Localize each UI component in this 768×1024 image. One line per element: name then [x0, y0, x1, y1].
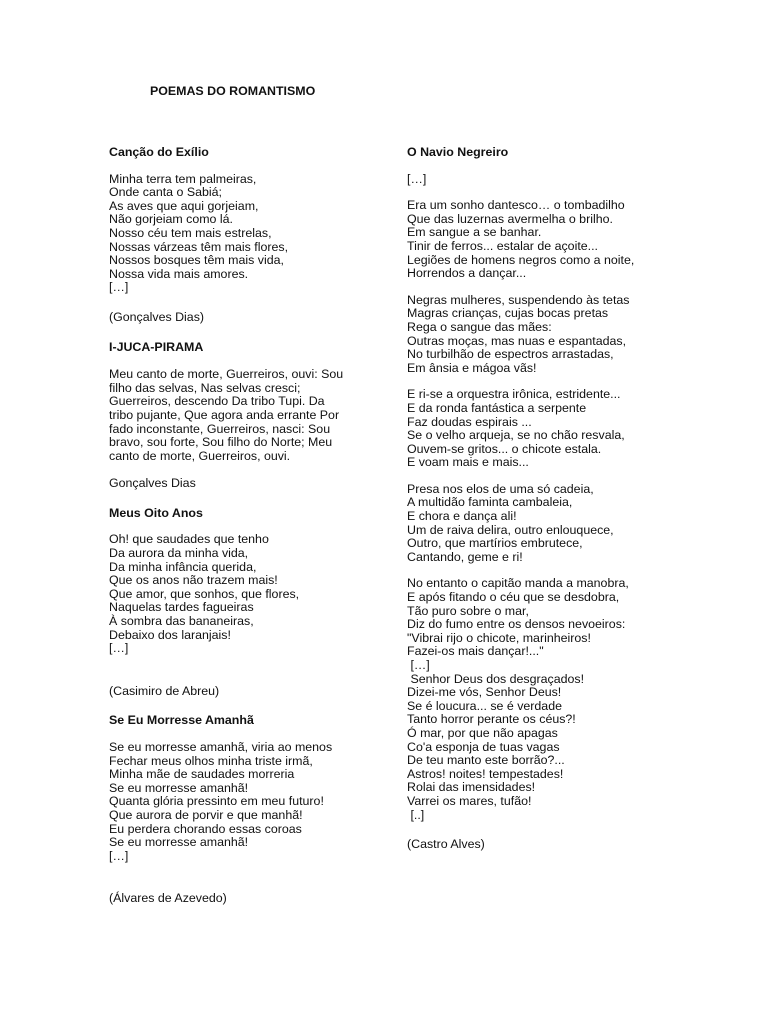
poem-line: Meu canto de morte, Guerreiros, ouvi: Sou [109, 367, 344, 382]
poem-line: Fechar meus olhos minha triste irmã, [109, 753, 313, 768]
poem-line: De teu manto este borrão?... [407, 753, 565, 768]
poem-line: Nossa vida mais amores. [109, 266, 249, 281]
poem-line: Da minha infância querida, [109, 559, 257, 574]
poem-ellipsis: […] [407, 171, 427, 186]
poem-line: Horrendos a dançar... [407, 266, 527, 281]
poem-line: Diz do fumo entre os densos nevoeiros: [407, 617, 626, 632]
poem-line: Senhor Deus dos desgraçados! [407, 671, 585, 686]
poem-lines [109, 173, 369, 295]
poem-line: Oh! que saudades que tenho [109, 532, 269, 547]
poem-line: Debaixo dos laranjais! [109, 627, 231, 642]
document-title: POEMAS DO ROMANTISMO [150, 84, 316, 98]
right-column [407, 146, 682, 852]
poem-line: Que aurora de porvir e que manhã! [109, 807, 303, 822]
poem-lines [109, 368, 369, 463]
poem-line: Que amor, que sonhos, que flores, [109, 586, 300, 601]
poem-line: Se eu morresse amanhã, viria ao menos [109, 740, 333, 754]
poem-line: As aves que aqui gorjeiam, [109, 198, 259, 213]
poem-title: Meus Oito Anos [109, 505, 203, 520]
poem-lines [109, 533, 369, 655]
poem-line: Que os anos não trazem mais! [109, 573, 278, 588]
poem-stanza [407, 199, 682, 281]
poem-line: […] [109, 641, 129, 656]
poem-line: Nossas várzeas têm mais flores, [109, 239, 289, 254]
poem-line: Se é loucura... se é verdade [407, 698, 562, 713]
poem-line: Outro, que martírios embrutece, [407, 536, 583, 551]
poem-line: Tanto horror perante os céus?! [407, 712, 576, 727]
poem-cancao-do-exilio [109, 146, 369, 325]
poem-line: Eu perdera chorando essas coroas [109, 821, 302, 836]
poem-author: (Álvares de Azevedo) [109, 891, 227, 906]
poem-line: No turbilhão de espectros arrastadas, [407, 347, 614, 362]
poem-line: Legiões de homens negros como a noite, [407, 252, 635, 267]
poem-title: Canção do Exílio [109, 145, 209, 159]
poem-line: bravo, sou forte, Sou filho do Norte; Meu [109, 435, 333, 450]
poem-line: filho das selvas, Nas selvas cresci; [109, 380, 301, 395]
poem-line: Nossos bosques têm mais vida, [109, 253, 284, 268]
poem-line: E após fitando o céu que se desdobra, [407, 590, 620, 605]
poem-line: Tinir de ferros... estalar de açoite... [407, 238, 598, 253]
poem-line: Em sangue a se banhar. [407, 225, 542, 240]
poem-line: E chora e dança ali! [407, 509, 517, 524]
poem-line: Fazei-os mais dançar!..." [407, 644, 544, 659]
poem-line: Cantando, geme e ri! [407, 549, 523, 564]
poem-author: (Casimiro de Abreu) [109, 683, 220, 698]
poem-line: Que das luzernas avermelha o brilho. [407, 211, 613, 226]
poem-line: E ri-se a orquestra irônica, estridente... [407, 387, 621, 402]
poem-line: tribo pujante, Que agora anda errante Por [109, 407, 340, 422]
poem-line: Se eu morresse amanhã! [109, 835, 249, 850]
poem-line: Onde canta o Sabiá; [109, 185, 222, 200]
poem-lines [109, 741, 369, 863]
poem-line: […] [109, 280, 129, 295]
poem-line: Minha terra tem palmeiras, [109, 171, 257, 186]
left-column [109, 146, 369, 906]
poem-stanza [407, 483, 682, 565]
poem-line: Naquelas tardes fagueiras [109, 600, 254, 615]
poem-title: O Navio Negreiro [407, 145, 509, 159]
poem-line: E voam mais e mais... [407, 455, 529, 470]
poem-title: I-JUCA-PIRAMA [109, 339, 204, 354]
poem-line: Ó mar, por que não apagas [407, 725, 558, 740]
poem-author: Gonçalves Dias [109, 476, 196, 491]
poem-i-juca-pirama [109, 341, 369, 491]
poem-line: Ouvem-se gritos... o chicote estala. [407, 441, 602, 456]
poem-line: Se o velho arqueja, se no chão resvala, [407, 428, 625, 443]
poem-meus-oito-anos [109, 507, 369, 699]
poem-line: Quanta glória pressinto em meu futuro! [109, 794, 324, 809]
poem-line: […] [109, 848, 129, 863]
poem-line: Varrei os mares, tufão! [407, 793, 532, 808]
poem-line: Negras mulheres, suspendendo às tetas [407, 292, 630, 307]
poem-author: (Castro Alves) [407, 837, 485, 852]
poem-line: A multidão faminta cambaleia, [407, 495, 573, 510]
poem-line: Presa nos elos de uma só cadeia, [407, 481, 594, 496]
poem-stanza [407, 294, 682, 376]
poem-line: Da aurora da minha vida, [109, 546, 249, 561]
poem-line: Se eu morresse amanhã! [109, 780, 249, 795]
poem-author: (Gonçalves Dias) [109, 309, 205, 324]
poem-title: Se Eu Morresse Amanhã [109, 713, 254, 728]
poem-line: fado inconstante, Guerreiros, nasci: Sou [109, 421, 331, 436]
poem-line: Era um sonho dantesco… o tombadilho [407, 198, 625, 213]
poem-line: canto de morte, Guerreiros, ouvi. [109, 448, 291, 463]
poem-line: "Vibrai rijo o chicote, marinheiros! [407, 630, 591, 645]
poem-line: Rega o sangue das mães: [407, 319, 552, 334]
poem-line: Rolai das imensidades! [407, 780, 536, 795]
poem-line: Em ânsia e mágoa vãs! [407, 360, 537, 375]
poem-line: Nosso céu tem mais estrelas, [109, 225, 272, 240]
poem-stanza [407, 388, 682, 470]
poem-line: Outras moças, mas nuas e espantadas, [407, 333, 627, 348]
poem-line: Astros! noites! tempestades! [407, 766, 564, 781]
poem-line: À sombra das bananeiras, [109, 614, 254, 629]
poem-line: Tão puro sobre o mar, [407, 603, 529, 618]
poem-line: Um de raiva delira, outro enlouquece, [407, 522, 614, 537]
poem-line: Dizei-me vós, Senhor Deus! [407, 685, 562, 700]
poem-o-navio-negreiro [407, 146, 682, 852]
poem-line: E da ronda fantástica a serpente [407, 400, 587, 415]
poem-line: Faz doudas espirais ... [407, 414, 532, 429]
poem-line: […] [407, 658, 430, 672]
poem-stanza [407, 577, 682, 822]
poem-line: Magras crianças, cujas bocas pretas [407, 306, 609, 321]
poem-line: Guerreiros, descendo Da tribo Tupi. Da [109, 394, 325, 409]
poem-line: No entanto o capitão manda a manobra, [407, 576, 629, 591]
poem-line: Co'a esponja de tuas vagas [407, 739, 560, 754]
poem-line: Não gorjeiam como lá. [109, 212, 233, 227]
poem-line: Minha mãe de saudades morreria [109, 767, 295, 782]
poem-line: [..] [407, 807, 425, 822]
poem-se-eu-morresse-amanha [109, 714, 369, 906]
